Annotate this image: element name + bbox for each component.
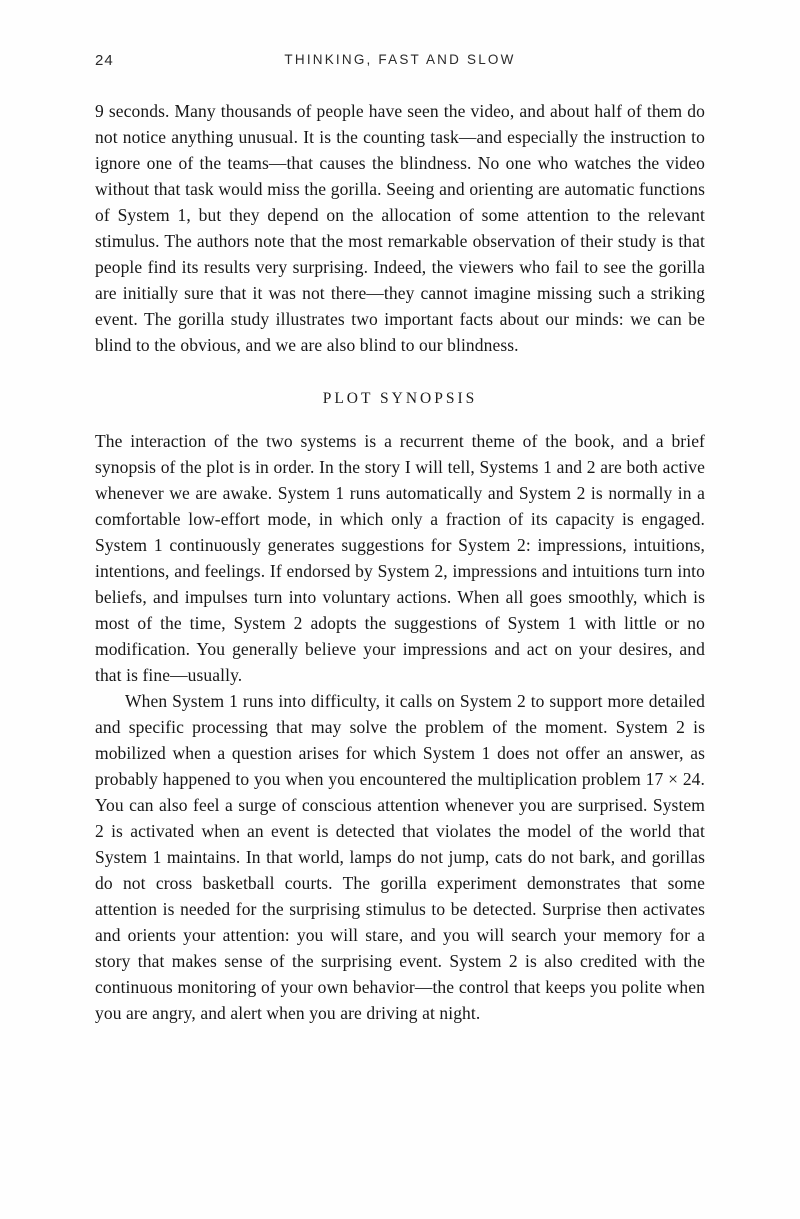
page-header [95, 52, 705, 74]
page-body [95, 98, 705, 1026]
paragraph-plot-synopsis-1: The interaction of the two systems is a recurrent theme of the book, and a brief synopsis of the plot is in order. In the story I will tell, Systems 1 and 2 are both active whenever we are awake. System 1 runs automatically and System 2 is normally in a comfortable low-effort mode, in which only a fraction of its capacity is engaged. System 1 continuously generates suggestions for System 2: impressions, intuitions, intentions, and feelings. If endorsed by System 2, impressions and intuitions turn into beliefs, and impulses turn into voluntary actions. When all goes smoothly, which is most of the time, System 2 adopts the suggestions of System 1 with little or no modification. You generally believe your impressions and act on your desires, and that is fine—usually. [95, 431, 705, 685]
section-heading: PLOT SYNOPSIS [322, 390, 478, 407]
running-head: THINKING, FAST AND SLOW [284, 52, 516, 67]
paragraph-plot-synopsis-2: When System 1 runs into difficulty, it calls on System 2 to support more detailed and specific processing that may solve the problem of the moment. System 2 is mobilized when a question arises for which System 1 does not offer an answer, as probably happened to you when you encountered the multiplication problem 17 × 24. You can also feel a surge of conscious attention whenever you are surprised. System 2 is activated when an event is detected that violates the model of the world that System 1 maintains. In that world, lamps do not jump, cats do not bark, and gorillas do not cross basketball courts. The gorilla experiment demonstrates that some attention is needed for the surprising stimulus to be detected. Surprise then activates and orients your attention: you will stare, and you will search your memory for a story that makes sense of the surprising event. System 2 is also credited with the continuous monitoring of your own behavior—the control that keeps you polite when you are angry, and alert when you are driving at night. [95, 691, 705, 1023]
paragraph-continuation: 9 seconds. Many thousands of people have seen the video, and about half of them do not notice anything unusual. It is the counting task—and especially the instruction to ignore one of the teams—that causes the blindness. No one who watches the video without that task would miss the gorilla. Seeing and orienting are automatic functions of System 1, but they depend on the allocation of some attention to the relevant stimulus. The authors note that the most remarkable observation of their study is that people find its results very surprising. Indeed, the viewers who fail to see the gorilla are initially sure that it was not there—they cannot imagine missing such a striking event. The gorilla study illustrates two important facts about our minds: we can be blind to the obvious, and we are also blind to our blindness. [95, 101, 705, 355]
page-number: 24 [95, 52, 114, 69]
